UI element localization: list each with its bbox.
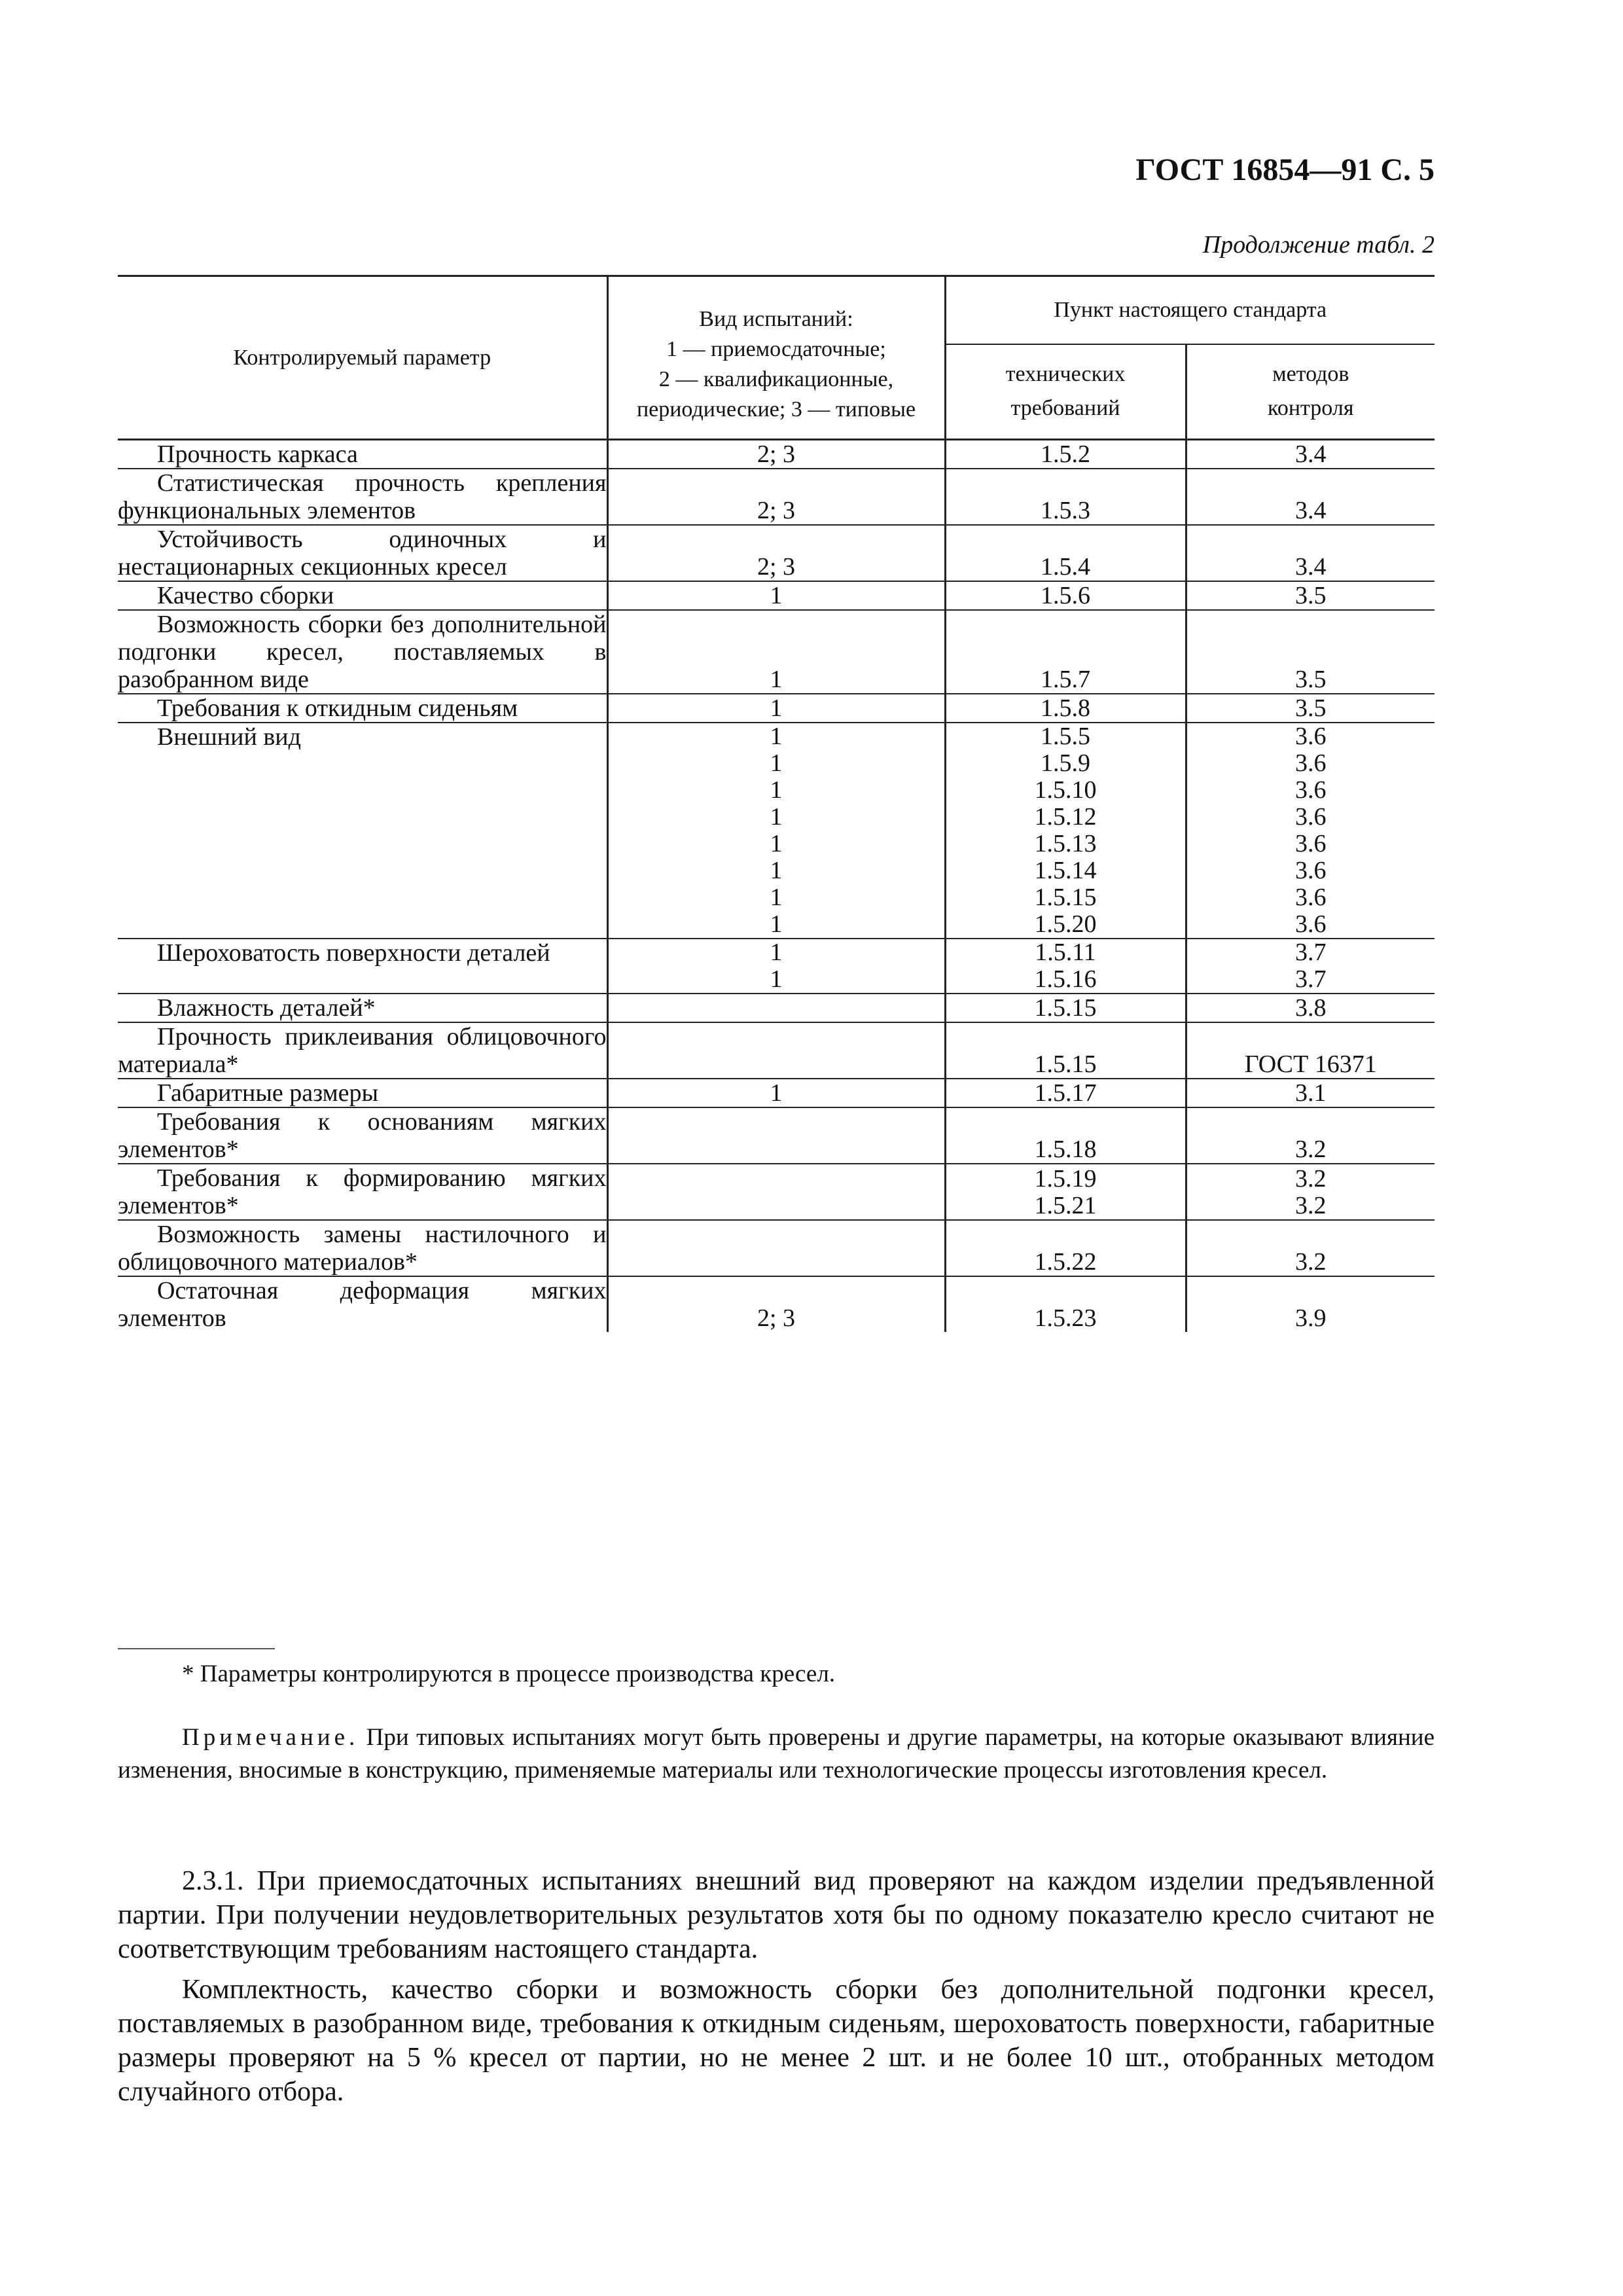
table-note — [118, 1721, 1435, 1787]
paragraph-completeness: Комплектность, качество сборки и возможность сборки без дополнительной подгонки кресел, поставляемых в разобранном виде, требования к откидным сиденьям, шероховатость поверхности, габаритные размеры проверяют на 5 % кресел от партии, но не менее 2 шт. и не более 10 шт., отобранных методом случайного отбора. — [118, 1975, 1435, 2107]
cell-tech-requirement: 1.5.5 1.5.9 1.5.10 1.5.12 1.5.13 1.5.14 1.5.15 1.5.20 — [945, 723, 1186, 939]
cell-control-method: 3.2 — [1186, 1107, 1435, 1164]
table-row — [118, 1079, 1435, 1107]
cell-control-method: 3.6 3.6 3.6 3.6 3.6 3.6 3.6 3.6 — [1186, 723, 1435, 939]
cell-tech-requirement: 1.5.15 — [945, 1022, 1186, 1079]
cell-tech-requirement: 1.5.8 — [945, 694, 1186, 723]
cell-control-method: 3.5 — [1186, 694, 1435, 723]
cell-test-type: 2; 3 — [607, 1276, 945, 1332]
cell-test-type — [607, 1022, 945, 1079]
cell-tech-requirement: 1.5.6 — [945, 581, 1186, 610]
header-technical-requirements: технических требований — [945, 344, 1186, 440]
header-standard-clause: Пункт настоящего стандарта — [945, 276, 1435, 344]
cell-control-method: 3.1 — [1186, 1079, 1435, 1107]
table-row — [118, 939, 1435, 994]
cell-tech-requirement: 1.5.17 — [945, 1079, 1186, 1107]
cell-tech-requirement: 1.5.15 — [945, 994, 1186, 1022]
cell-tech-requirement: 1.5.22 — [945, 1220, 1186, 1276]
cell-parameter: Статистическая прочность крепления функциональных элементов — [118, 469, 607, 524]
note-text: При типовых испытаниях могут быть проверены и другие параметры, на которые оказывают влияние изменения, вносимые в конструкцию, применяемые материалы или технологические процессы изготовления кресел. — [118, 1724, 1435, 1784]
cell-parameter: Устойчивость одиночных и нестационарных секционных кресел — [118, 526, 607, 581]
cell-tech-requirement: 1.5.7 — [945, 610, 1186, 694]
header-test-type: Вид испытаний: 1 — приемосдаточные; 2 — квалификационные, периодические; 3 — типовые — [607, 276, 945, 440]
cell-test-type: 1 — [607, 610, 945, 694]
table-row — [118, 1220, 1435, 1276]
paragraph-2-3-1: 2.3.1. При приемосдаточных испытаниях внешний вид проверяют на каждом изделии предъявленной партии. При получении неудовлетворительных результатов хотя бы по одному показателю кресло считают не соответствующим требованиям настоящего стандарта. — [118, 1866, 1435, 1964]
cell-control-method: 3.5 — [1186, 581, 1435, 610]
table-row — [118, 610, 1435, 694]
test-parameters-table — [118, 275, 1435, 1332]
cell-parameter: Прочность каркаса — [118, 440, 607, 469]
cell-tech-requirement: 1.5.4 — [945, 525, 1186, 581]
table-row — [118, 994, 1435, 1022]
table-row — [118, 694, 1435, 723]
cell-parameter: Остаточная деформация мягких элементов — [118, 1277, 607, 1332]
cell-control-method: 3.4 — [1186, 525, 1435, 581]
cell-parameter: Шероховатость поверхности деталей — [118, 939, 607, 994]
cell-control-method: 3.4 — [1186, 469, 1435, 525]
header-control-methods: методов контроля — [1186, 344, 1435, 440]
cell-test-type: 1 — [607, 581, 945, 610]
table-row — [118, 1022, 1435, 1079]
cell-test-type: 2; 3 — [607, 469, 945, 525]
footnote: * Параметры контролируются в процессе производства кресел. — [182, 1660, 836, 1687]
table-row — [118, 1276, 1435, 1332]
table-row — [118, 440, 1435, 469]
cell-test-type: 1 — [607, 1079, 945, 1107]
cell-parameter: Влажность деталей* — [118, 994, 607, 1022]
cell-parameter: Возможность сборки без дополнительной подгонки кресел, поставляемых в разобранном виде — [118, 611, 607, 693]
header-controlled-parameter: Контролируемый параметр — [118, 276, 607, 440]
cell-tech-requirement: 1.5.11 1.5.16 — [945, 939, 1186, 994]
cell-parameter: Требования к откидным сиденьям — [118, 694, 607, 723]
cell-test-type — [607, 1220, 945, 1276]
cell-control-method: 3.7 3.7 — [1186, 939, 1435, 994]
table-row — [118, 581, 1435, 610]
cell-control-method: 3.4 — [1186, 440, 1435, 469]
cell-test-type — [607, 994, 945, 1022]
cell-parameter: Прочность приклеивания облицовочного материала* — [118, 1023, 607, 1078]
cell-test-type — [607, 1107, 945, 1164]
cell-parameter: Требования к основаниям мягких элементов* — [118, 1108, 607, 1163]
table-continuation-caption: Продолжение табл. 2 — [1202, 231, 1435, 259]
cell-parameter: Качество сборки — [118, 581, 607, 610]
cell-tech-requirement: 1.5.18 — [945, 1107, 1186, 1164]
table-row — [118, 1107, 1435, 1164]
cell-tech-requirement: 1.5.19 1.5.21 — [945, 1164, 1186, 1220]
cell-tech-requirement: 1.5.2 — [945, 440, 1186, 469]
footnote-divider — [118, 1648, 275, 1649]
table-row — [118, 469, 1435, 525]
cell-control-method: 3.5 — [1186, 610, 1435, 694]
note-label: Примечание. — [182, 1724, 359, 1751]
cell-test-type: 2; 3 — [607, 440, 945, 469]
cell-control-method: 3.2 3.2 — [1186, 1164, 1435, 1220]
cell-control-method: 3.2 — [1186, 1220, 1435, 1276]
cell-tech-requirement: 1.5.23 — [945, 1276, 1186, 1332]
table-row — [118, 1164, 1435, 1220]
table-row — [118, 525, 1435, 581]
cell-control-method: 3.9 — [1186, 1276, 1435, 1332]
table-body — [118, 440, 1435, 1333]
cell-test-type: 2; 3 — [607, 525, 945, 581]
cell-test-type: 1 1 1 1 1 1 1 1 — [607, 723, 945, 939]
cell-parameter: Возможность замены настилочного и облицовочного материалов* — [118, 1221, 607, 1276]
cell-test-type: 1 — [607, 694, 945, 723]
page-header-title: ГОСТ 16854—91 С. 5 — [1135, 152, 1435, 187]
table-row — [118, 723, 1435, 939]
cell-control-method: ГОСТ 16371 — [1186, 1022, 1435, 1079]
cell-parameter: Габаритные размеры — [118, 1079, 607, 1107]
cell-parameter: Внешний вид — [118, 723, 607, 939]
cell-control-method: 3.8 — [1186, 994, 1435, 1022]
cell-test-type — [607, 1164, 945, 1220]
cell-tech-requirement: 1.5.3 — [945, 469, 1186, 525]
cell-parameter: Требования к формированию мягких элементов* — [118, 1164, 607, 1219]
cell-test-type: 1 1 — [607, 939, 945, 994]
